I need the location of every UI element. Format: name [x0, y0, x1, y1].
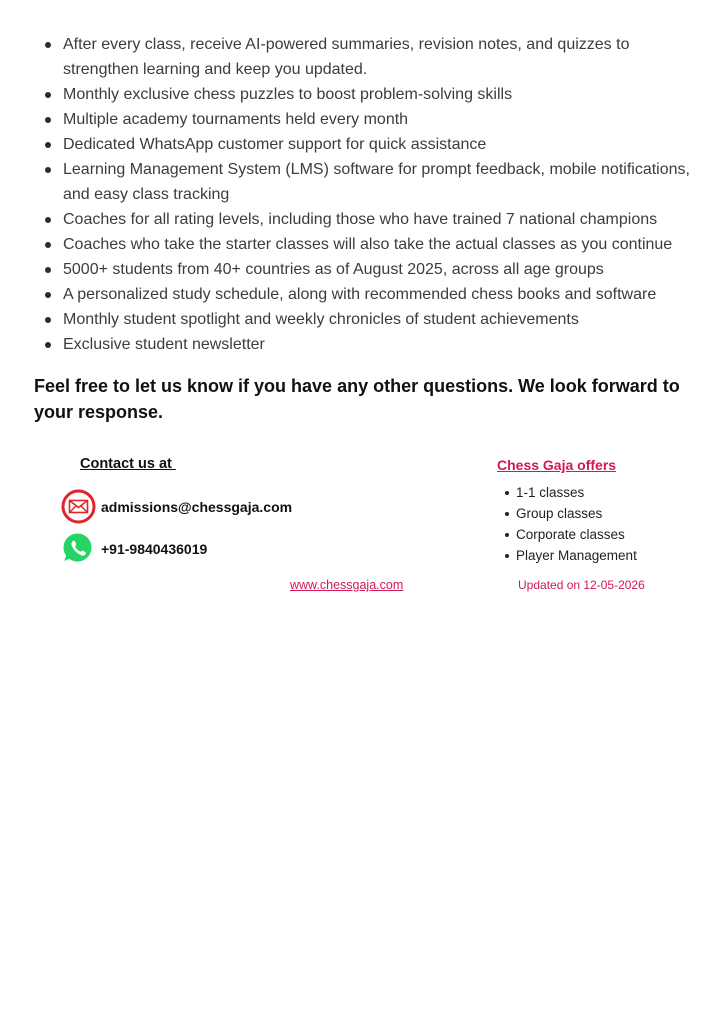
- offers-heading: Chess Gaja offers: [497, 457, 617, 473]
- feature-item: Coaches for all rating levels, including those who have trained 7 national champions: [34, 207, 704, 232]
- feature-item: A personalized study schedule, along with recommended chess books and software: [34, 282, 704, 307]
- mail-icon: [61, 489, 96, 524]
- feature-item: Monthly student spotlight and weekly chronicles of student achievements: [34, 307, 704, 332]
- offer-item: Player Management: [502, 545, 637, 566]
- offer-item: Group classes: [502, 503, 637, 524]
- contact-heading: Contact us at: [80, 456, 176, 472]
- feature-item: Multiple academy tournaments held every month: [34, 107, 704, 132]
- closing-paragraph: Feel free to let us know if you have any other questions. We look forward to your response.: [34, 376, 680, 422]
- offers-list: [502, 482, 637, 566]
- updated-date: Updated on 12-05-2026: [518, 578, 645, 592]
- phone-number[interactable]: +91-9840436019: [101, 540, 208, 557]
- offer-item: 1-1 classes: [502, 482, 637, 503]
- feature-item: After every class, receive AI-powered summaries, revision notes, and quizzes to strengthen learning and keep you updated.: [34, 32, 704, 82]
- website-link[interactable]: www.chessgaja.com: [290, 578, 404, 592]
- feature-item: Monthly exclusive chess puzzles to boost problem-solving skills: [34, 82, 704, 107]
- feature-item: Exclusive student newsletter: [34, 332, 704, 357]
- whatsapp-icon: [61, 531, 96, 566]
- features-list: [34, 32, 704, 357]
- feature-item: Coaches who take the starter classes will also take the actual classes as you continue: [34, 232, 704, 257]
- feature-item: 5000+ students from 40+ countries as of August 2025, across all age groups: [34, 257, 704, 282]
- feature-item: Dedicated WhatsApp customer support for quick assistance: [34, 132, 704, 157]
- offer-item: Corporate classes: [502, 524, 637, 545]
- contact-email[interactable]: [61, 489, 292, 524]
- feature-item: Learning Management System (LMS) software for prompt feedback, mobile notifications, and easy class tracking: [34, 157, 704, 207]
- contact-phone[interactable]: [61, 531, 207, 566]
- email-address[interactable]: admissions@chessgaja.com: [101, 498, 293, 515]
